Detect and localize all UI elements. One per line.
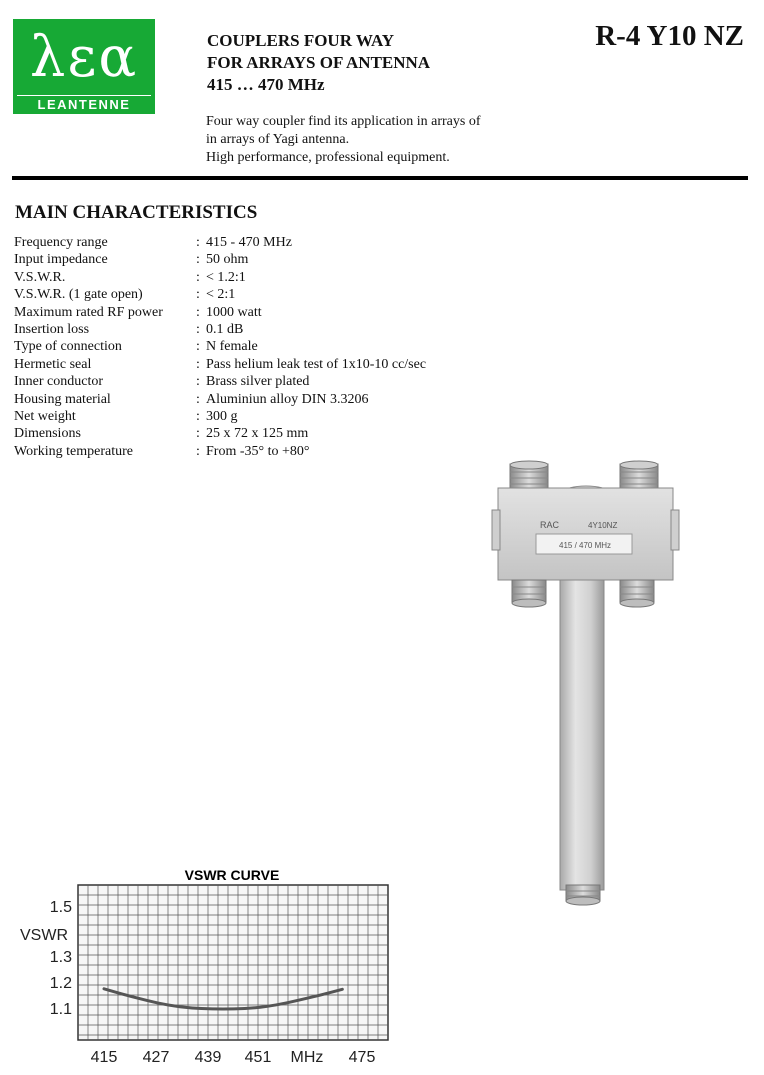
spec-value: 50 ohm: [206, 252, 249, 268]
spec-label: Type of connection: [14, 339, 122, 355]
spec-label: Inner conductor: [14, 374, 104, 390]
spec-value: 0.1 dB: [206, 321, 244, 337]
spec-value: 415 - 470 MHz: [206, 235, 292, 250]
spec-label: V.S.W.R.: [14, 269, 66, 285]
spec-colon: :: [196, 304, 200, 320]
vswr-chart: [0, 860, 400, 1072]
spec-value: 300 g: [206, 408, 238, 424]
model-label: 4Y10NZ: [588, 521, 618, 530]
spec-colon: :: [196, 252, 200, 268]
x-axis-label: MHz: [290, 1049, 324, 1066]
spec-value: N female: [206, 339, 258, 355]
y-tick-label: 1.5: [49, 899, 72, 916]
leantenne-logo: [13, 19, 155, 114]
section-title: MAIN CHARACTERISTICS: [15, 202, 258, 223]
y-tick-label: 1.1: [49, 1001, 72, 1018]
spec-label: Net weight: [14, 408, 76, 424]
spec-colon: :: [196, 443, 200, 459]
band-label: 415 / 470 MHz: [559, 541, 612, 550]
chart-title: VSWR CURVE: [184, 867, 280, 883]
spec-colon: :: [196, 426, 200, 442]
title-line: FOR ARRAYS OF ANTENNA: [207, 53, 431, 72]
coupler-housing: [492, 488, 679, 580]
coupler-pipe: [560, 575, 604, 905]
spec-label: Housing material: [14, 391, 111, 407]
spec-label: Insertion loss: [14, 321, 90, 337]
spec-colon: :: [196, 391, 200, 407]
spec-label: V.S.W.R. (1 gate open): [14, 287, 143, 303]
spec-colon: :: [196, 287, 200, 303]
spec-label: Frequency range: [14, 235, 108, 250]
spec-label: Dimensions: [14, 426, 81, 442]
x-tick-label: 475: [348, 1049, 376, 1066]
spec-value: 25 x 72 x 125 mm: [206, 426, 309, 442]
logo-brand: LEANTENNE: [37, 97, 131, 112]
spec-colon: :: [196, 356, 200, 372]
spec-value: < 1.2:1: [206, 269, 246, 285]
x-tick-label: 415: [90, 1049, 118, 1066]
product-title: [207, 30, 430, 96]
title-line: COUPLERS FOUR WAY: [207, 31, 395, 50]
spec-colon: :: [196, 235, 200, 250]
x-tick-label: 439: [194, 1049, 222, 1066]
spec-value: 1000 watt: [206, 304, 262, 320]
y-axis-label: VSWR: [20, 927, 68, 944]
spec-value: < 2:1: [206, 287, 236, 303]
spec-colon: :: [196, 374, 200, 390]
x-tick-label: 427: [142, 1049, 170, 1066]
header-divider: [12, 176, 748, 180]
description-line: High performance, professional equipment.: [206, 150, 450, 165]
product-code: R-4 Y10 NZ: [595, 20, 744, 52]
y-tick-label: 1.2: [49, 975, 72, 992]
y-tick-label: 1.3: [49, 949, 72, 966]
x-tick-label: 451: [244, 1049, 272, 1066]
spec-value: Brass silver plated: [206, 374, 310, 390]
maker-mark: RAC: [540, 520, 560, 530]
title-line: 415 … 470 MHz: [207, 75, 325, 94]
logo-symbol: λεα: [29, 25, 139, 90]
logo-divider: [17, 95, 151, 96]
coupler-product-image: [488, 460, 688, 920]
description-line: Four way coupler find its application in arrays of: [206, 114, 481, 129]
spec-label: Working temperature: [14, 443, 133, 459]
spec-label: Input impedance: [14, 252, 108, 268]
spec-colon: :: [196, 408, 200, 424]
product-description: [206, 113, 480, 167]
spec-value: Aluminiun alloy DIN 3.3206: [206, 391, 369, 407]
spec-value: From -35° to +80°: [206, 443, 310, 459]
spec-label: Hermetic seal: [14, 356, 92, 372]
spec-value: Pass helium leak test of 1x10-10 cc/sec: [206, 356, 427, 372]
spec-colon: :: [196, 321, 200, 337]
spec-colon: :: [196, 269, 200, 285]
description-line: in arrays of Yagi antenna.: [206, 132, 350, 147]
spec-label: Maximum rated RF power: [14, 304, 163, 320]
plot-area: [78, 885, 388, 1040]
spec-colon: :: [196, 339, 200, 355]
